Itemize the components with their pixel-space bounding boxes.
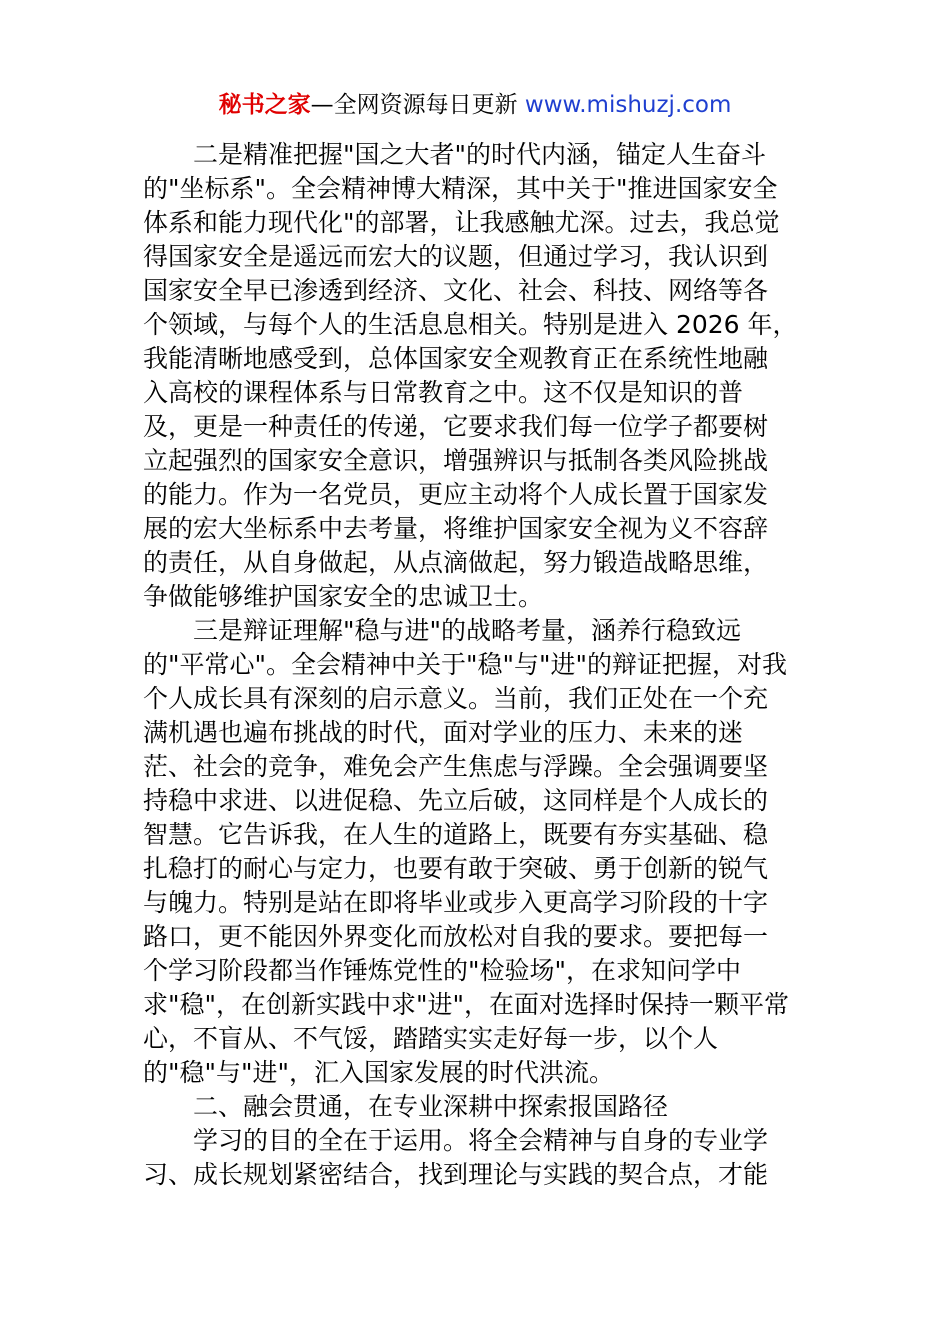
paragraph-line: 心，不盲从、不气馁，踏踏实实走好每一步，以个人 (143, 1024, 719, 1053)
brand-name: 秘书之家 (218, 92, 311, 118)
paragraph-line: 的责任，从自身做起，从点滴做起，努力锻造战略思维， (143, 548, 769, 577)
paragraph-line: 立起强烈的国家安全意识，增强辨识与抵制各类风险挑战 (143, 446, 769, 475)
paragraph-line: 的"稳"与"进"，汇入国家发展的时代洪流。 (143, 1058, 614, 1087)
paragraph-first-line: 二、融会贯通，在专业深耕中探索报国路径 (193, 1092, 669, 1121)
site-url-link[interactable]: www.mishuzj.com (524, 92, 732, 118)
paragraph-line: 的"坐标系"。全会精神博大精深，其中关于"推进国家安全 (143, 174, 778, 203)
paragraph-line: 路口，更不能因外界变化而放松对自我的要求。要把每一 (143, 922, 769, 951)
paragraph-line: 体系和能力现代化"的部署，让我感触尤深。过去，我总觉 (143, 208, 780, 237)
paragraph-line: 的"平常心"。全会精神中关于"稳"与"进"的辩证把握，对我 (143, 650, 787, 679)
paragraph-first-line: 学习的目的全在于运用。将全会精神与自身的专业学 (193, 1126, 769, 1155)
site-header (0, 88, 950, 122)
paragraph-line: 茫、社会的竞争，难免会产生焦虑与浮躁。全会强调要坚 (143, 752, 769, 781)
paragraph-line: 持稳中求进、以进促稳、先立后破，这同样是个人成长的 (143, 786, 769, 815)
paragraph-line: 争做能够维护国家安全的忠诚卫士。 (143, 582, 544, 611)
paragraph-line: 国家安全早已渗透到经济、文化、社会、科技、网络等各 (143, 276, 769, 305)
paragraph-line: 我能清晰地感受到，总体国家安全观教育正在系统性地融 (143, 344, 769, 373)
paragraph-line: 习、成长规划紧密结合，找到理论与实践的契合点，才能 (143, 1160, 769, 1189)
paragraph-line: 个人成长具有深刻的启示意义。当前，我们正处在一个充 (143, 684, 769, 713)
paragraph-line: 入高校的课程体系与日常教育之中。这不仅是知识的普 (143, 378, 744, 407)
paragraph-first-line: 三是辩证理解"稳与进"的战略考量，涵养行稳致远 (193, 616, 741, 645)
paragraph-line: 求"稳"，在创新实践中求"进"，在面对选择时保持一颗平常 (143, 990, 789, 1019)
paragraph-first-line: 二是精准把握"国之大者"的时代内涵，锚定人生奋斗 (193, 140, 767, 169)
paragraph-line: 与魄力。特别是站在即将毕业或步入更高学习阶段的十字 (143, 888, 769, 917)
paragraph-line: 满机遇也遍布挑战的时代，面对学业的压力、未来的迷 (143, 718, 744, 747)
paragraph-line: 智慧。它告诉我，在人生的道路上，既要有夯实基础、稳 (143, 820, 769, 849)
paragraph-line: 的能力。作为一名党员，更应主动将个人成长置于国家发 (143, 480, 769, 509)
paragraph-line: 扎稳打的耐心与定力，也要有敢于突破、勇于创新的锐气 (143, 854, 769, 883)
paragraph-line: 个领域，与每个人的生活息息相关。特别是进入 2026 年， (143, 310, 798, 339)
paragraph-line: 展的宏大坐标系中去考量，将维护国家安全视为义不容辞 (143, 514, 769, 543)
paragraph-line: 个学习阶段都当作锤炼党性的"检验场"，在求知问学中 (143, 956, 742, 985)
paragraph-line: 及，更是一种责任的传递，它要求我们每一位学子都要树 (143, 412, 769, 441)
paragraph-line: 得国家安全是遥远而宏大的议题，但通过学习，我认识到 (143, 242, 769, 271)
header-tagline: —全网资源每日更新 (310, 92, 525, 118)
document-body (143, 138, 808, 1192)
